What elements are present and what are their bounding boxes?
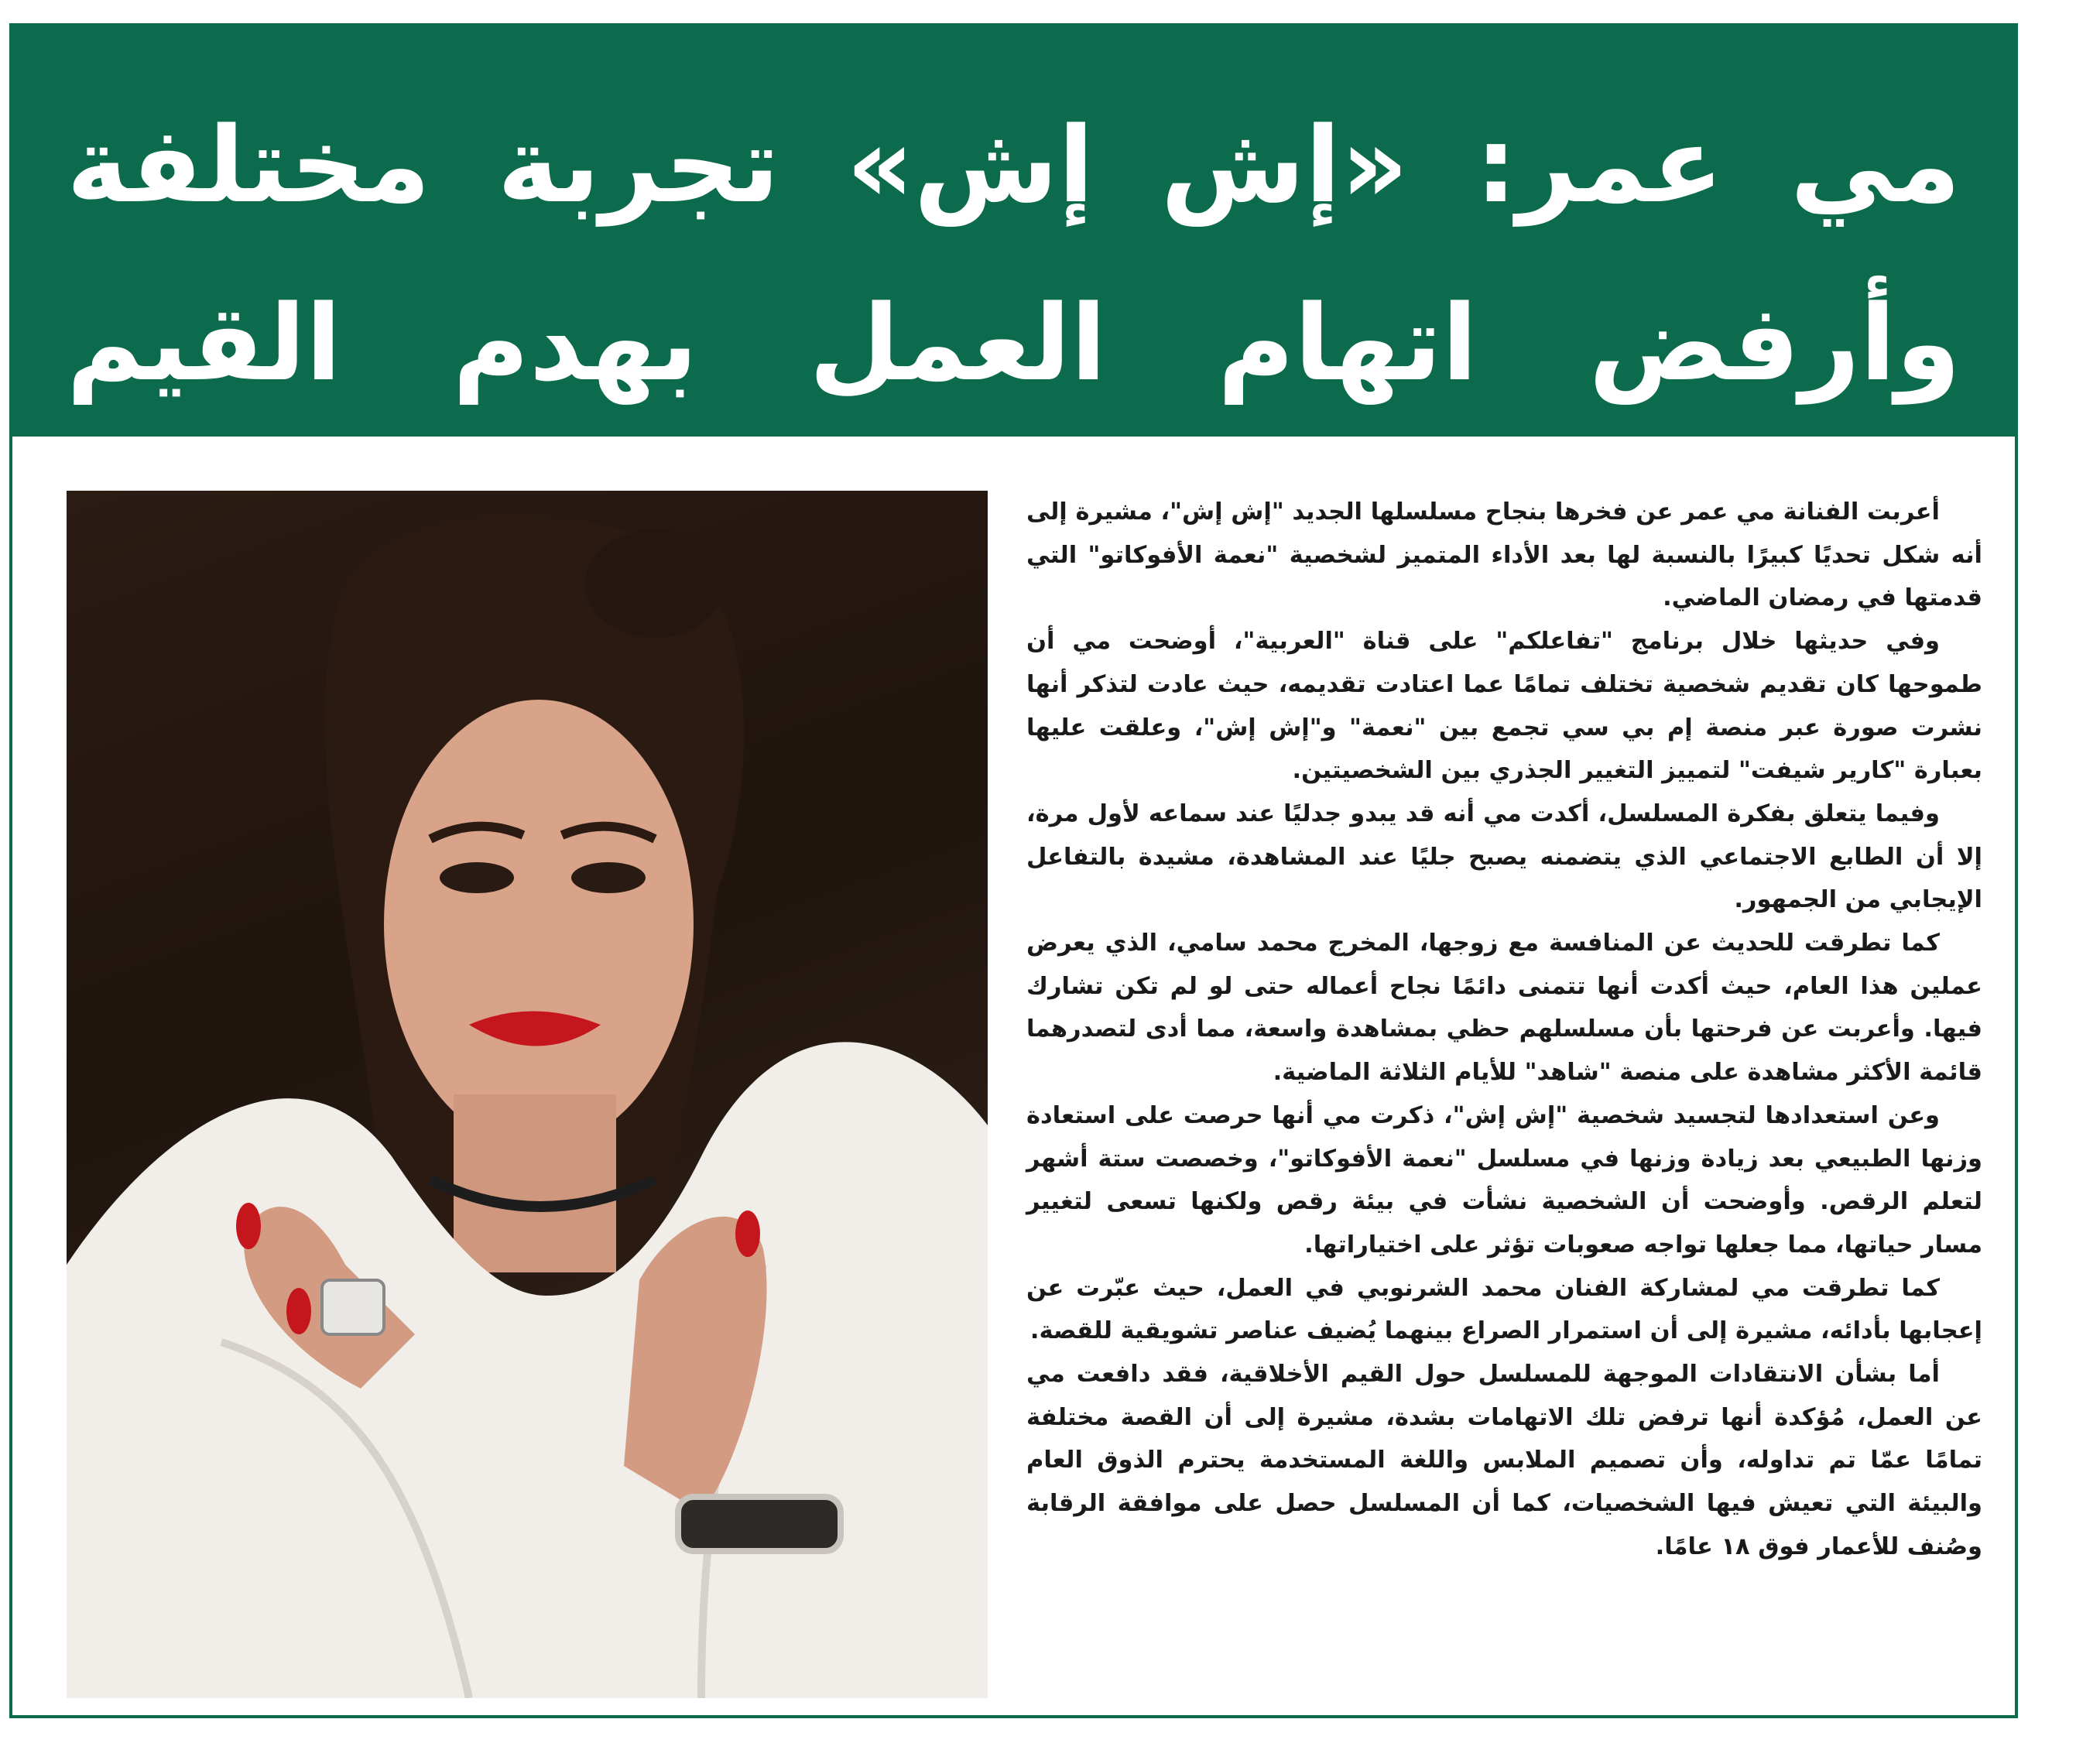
bracelet bbox=[678, 1497, 841, 1551]
headline-line-1: مي عمر: «إش إش» تجربة مختلفة bbox=[67, 104, 1961, 226]
left-eye bbox=[440, 862, 514, 893]
portrait-photo bbox=[67, 491, 988, 1698]
neck-shape bbox=[454, 1094, 616, 1272]
headline-line-2: وأرفض اتهام العمل بهدم القيم bbox=[67, 283, 1961, 404]
paragraph-5: وعن استعدادها لتجسيد شخصية "إش إش"، ذكرت مي أنها حرصت على استعادة وزنها الطبيعي بعد زيادة وزنها في مسلسل "نعمة الأفوكاتو"، وخصصت ستة أشهر لتعلم الرقص. وأوضحت أن الشخصية نشأت في بيئة رقص ولكنها تسعى لتغيير مسار حياتها، مما جعلها تواجه صعوبات تؤثر على اختياراتها. bbox=[1026, 1101, 1982, 1258]
portrait-illustration bbox=[67, 491, 988, 1698]
paragraph-4: كما تطرقت للحديث عن المنافسة مع زوجها، المخرج محمد سامي، الذي يعرض عملين هذا العام، حيث أكدت أنها تتمنى دائمًا نجاح أعماله حتى لو لم تكن تشارك فيها. وأعربت عن فرحتها بأن مسلسلهم حظي بمشاهدة واسعة، مما أدى لتصدرهما قائمة الأكثر مشاهدة على منصة "شاهد" للأيام الثلاثة الماضية. bbox=[1026, 930, 1982, 1087]
article-body bbox=[1026, 491, 1982, 1714]
paragraph-6: كما تطرقت مي لمشاركة الفنان محمد الشرنوبي في العمل، حيث عبّرت عن إعجابها بأدائه، مشيرة إلى أن استمرار الصراع بينهما يُضيف عناصر تشويقية للقصة. bbox=[1026, 1274, 1982, 1345]
paragraph-3: وفيما يتعلق بفكرة المسلسل، أكدت مي أنه قد يبدو جدليًا عند سماعه لأول مرة، إلا أن الطابع الاجتماعي الذي يتضمنه يصبح جليًا عند المشاهدة، مشيدة بالتفاعل الإيجابي من الجمهور. bbox=[1026, 800, 1982, 914]
right-eye bbox=[571, 862, 646, 893]
headline-banner bbox=[12, 26, 2015, 437]
face-shape bbox=[384, 700, 694, 1149]
paragraph-7: أما بشأن الانتقادات الموجهة للمسلسل حول القيم الأخلاقية، فقد دافعت مي عن العمل، مُؤكدة أنها ترفض تلك الاتهامات بشدة، مشيرة إلى أن القصة مختلفة تمامًا عمّا تم تداوله، وأن تصميم الملابس واللغة المستخدمة يحترم الذوق العام والبيئة التي تعيش فيها الشخصيات، كما أن المسلسل حصل على موافقة الرقابة وصُنف للأعمار فوق ١٨ عامًا. bbox=[1026, 1361, 1982, 1560]
ring bbox=[322, 1280, 384, 1334]
paragraph-1: أعربت الفنانة مي عمر عن فخرها بنجاح مسلسلها الجديد "إش إش"، مشيرة إلى أنه شكل تحديًا كبيرًا بالنسبة لها بعد الأداء المتميز لشخصية "نعمة الأفوكاتو" التي قدمتها في رمضان الماضي. bbox=[1026, 498, 1982, 612]
hair-bun bbox=[585, 529, 725, 638]
paragraph-2: وفي حديثها خلال برنامج "تفاعلكم" على قناة "العربية"، أوضحت مي أن طموحها كان تقديم شخصية تختلف تمامًا عما اعتادت تقديمه، حيث عادت لتذكر أنها نشرت صورة عبر منصة إم بي سي تجمع بين "نعمة" و"إش إش"، وعلقت عليها بعبارة "كارير شيفت" لتمييز التغيير الجذري بين الشخصيتين. bbox=[1026, 628, 1982, 785]
article-frame bbox=[9, 23, 2018, 1718]
